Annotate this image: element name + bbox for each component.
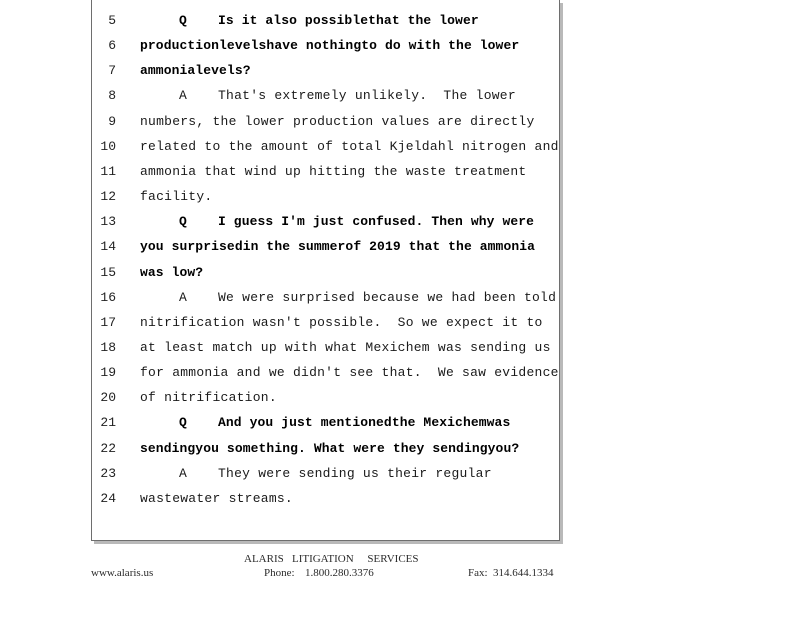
transcript-line (92, 285, 559, 310)
line-number: 8 (108, 88, 116, 104)
line-body: And you just mentionedthe Mexichemwas (218, 415, 511, 431)
transcript-line (92, 134, 559, 159)
line-text (140, 184, 212, 209)
footer-phone: 1.800.280.3376 (305, 567, 374, 579)
transcript-line (92, 335, 559, 360)
line-number: 11 (100, 163, 116, 179)
line-number: 12 (100, 189, 116, 205)
line-body: wastewater streams. (140, 490, 293, 506)
transcript-line (92, 436, 559, 461)
line-body: I guess I'm just confused. Then why were (218, 214, 535, 230)
line-number: 17 (100, 314, 116, 330)
line-body: Is it also possiblethat the lower (218, 13, 479, 28)
line-number: 7 (108, 63, 116, 79)
line-number: 9 (108, 113, 116, 129)
transcript-page (91, 0, 560, 541)
line-number: 18 (100, 339, 116, 355)
question-marker: Q (179, 13, 187, 28)
line-body: They were sending us their regular (218, 465, 492, 481)
line-text (140, 134, 559, 159)
transcript-line (92, 83, 559, 108)
line-text (140, 209, 534, 234)
line-body: numbers, the lower production values are directly (140, 113, 535, 129)
transcript-line (92, 58, 559, 83)
line-number: 6 (108, 38, 116, 54)
transcript-line (92, 184, 559, 209)
line-text (140, 385, 277, 410)
line-text (140, 159, 526, 184)
line-body: ammonia that wind up hitting the waste treatment (140, 163, 527, 179)
transcript-line (92, 33, 559, 58)
transcript-line (92, 8, 559, 33)
line-text (140, 285, 556, 310)
line-body: you surprisedin the summerof 2019 that the ammonia (140, 239, 536, 255)
transcript-line (92, 209, 559, 234)
line-body: nitrification wasn't possible. So we expect it to (140, 314, 543, 330)
line-body: for ammonia and we didn't see that. We saw evidence (140, 365, 559, 381)
transcript-line (92, 410, 559, 435)
line-text (140, 83, 516, 108)
answer-marker: A (179, 289, 188, 305)
line-text (140, 260, 203, 285)
line-text (140, 335, 551, 360)
line-text (140, 310, 543, 335)
line-text (140, 8, 479, 33)
transcript-line (92, 360, 559, 385)
line-number: 23 (100, 465, 116, 481)
line-text (140, 234, 535, 259)
question-marker: Q (179, 415, 187, 431)
line-text (140, 486, 293, 511)
footer-company: ALARIS LITIGATION SERVICES (244, 553, 419, 565)
line-body: sendingyou something. What were they sendingyou? (140, 440, 520, 456)
line-body: That's extremely unlikely. The lower (218, 88, 516, 104)
line-number: 22 (100, 440, 116, 456)
transcript-line (92, 159, 559, 184)
line-text (140, 58, 251, 83)
footer-fax-label: Fax: (468, 567, 488, 579)
line-number: 5 (108, 13, 116, 28)
line-number: 21 (100, 415, 116, 431)
line-number: 14 (100, 239, 116, 255)
question-marker: Q (179, 214, 187, 230)
line-body: We were surprised because we had been told (218, 289, 557, 305)
transcript-line (92, 260, 559, 285)
answer-marker: A (179, 88, 188, 104)
transcript-line (92, 461, 559, 486)
transcript-line (92, 310, 559, 335)
answer-marker: A (179, 465, 188, 481)
line-number: 10 (100, 138, 116, 154)
line-body: of nitrification. (140, 390, 277, 406)
footer-website[interactable]: www.alaris.us (91, 567, 154, 579)
footer-fax: 314.644.1334 (493, 567, 554, 579)
line-number: 19 (100, 365, 116, 381)
transcript-line (92, 486, 559, 511)
line-body: at least match up with what Mexichem was sending us (140, 339, 551, 355)
line-body: facility. (140, 189, 213, 205)
line-body: ammonialevels? (140, 63, 251, 79)
line-body: was low? (140, 264, 204, 280)
line-body: productionlevelshave nothingto do with the lower (140, 38, 520, 54)
line-text (140, 33, 519, 58)
line-text (140, 410, 510, 435)
transcript-line (92, 109, 559, 134)
line-number: 13 (100, 214, 116, 230)
line-text (140, 360, 559, 385)
line-number: 15 (100, 264, 116, 280)
footer-phone-label: Phone: (264, 567, 295, 579)
line-number: 20 (100, 390, 116, 406)
line-number: 16 (100, 289, 116, 305)
line-text (140, 109, 535, 134)
line-text (140, 461, 492, 486)
line-body: related to the amount of total Kjeldahl nitrogen and (140, 138, 559, 154)
line-text (140, 436, 519, 461)
transcript-line (92, 385, 559, 410)
transcript-line (92, 234, 559, 259)
line-number: 24 (100, 490, 116, 506)
